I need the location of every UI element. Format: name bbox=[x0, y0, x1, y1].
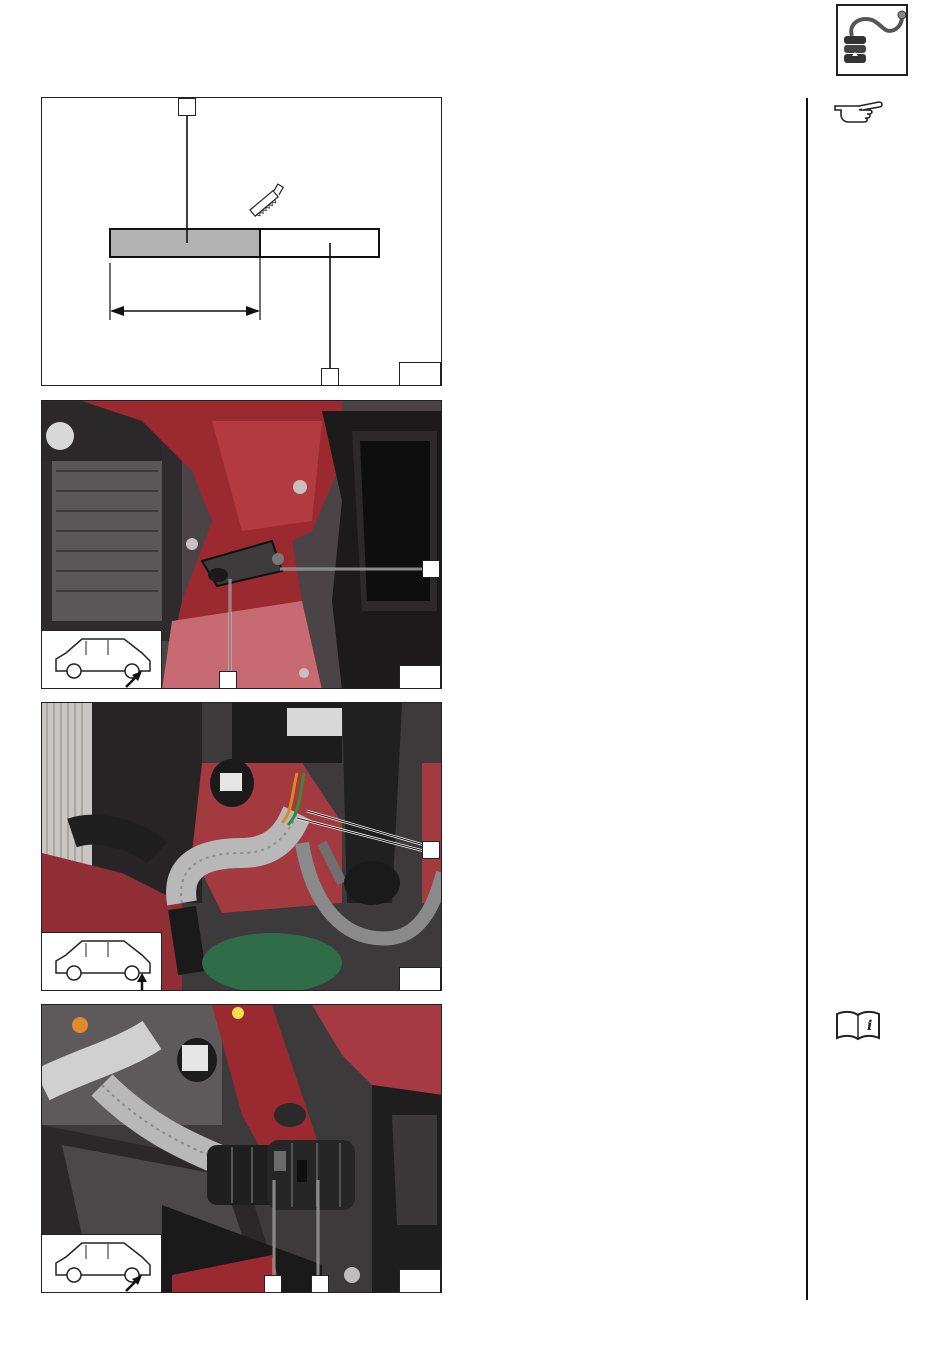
column-divider bbox=[806, 98, 808, 1300]
vehicle-location-inset bbox=[42, 630, 162, 689]
manual-info-book-icon bbox=[834, 1008, 882, 1042]
pointing-hand-icon bbox=[833, 98, 885, 124]
info-icon-letter: i bbox=[867, 1018, 873, 1034]
callout-box-bottom-right bbox=[311, 1275, 329, 1293]
note-icon-wrap bbox=[833, 98, 885, 129]
vehicle-location-inset bbox=[42, 932, 162, 991]
figure-tag bbox=[399, 665, 441, 689]
vehicle-location-inset bbox=[42, 1234, 162, 1293]
callout-box-right bbox=[422, 560, 440, 578]
car-rear-wheel-arrow-icon bbox=[42, 933, 160, 991]
cutting-diagram bbox=[41, 97, 442, 386]
hacksaw-icon bbox=[249, 183, 288, 219]
photo-hose-route bbox=[41, 702, 442, 991]
callout-box-bottom bbox=[219, 671, 237, 689]
callout-box-top bbox=[178, 98, 196, 116]
callout-box-bottom bbox=[321, 368, 339, 386]
car-front-wheel-arrow-icon bbox=[42, 1235, 160, 1293]
figure-tag bbox=[399, 1269, 441, 1293]
figure-tag bbox=[399, 362, 441, 386]
tool-icon-box bbox=[836, 4, 908, 76]
figure-tag bbox=[399, 967, 441, 991]
info-icon-wrap bbox=[834, 1008, 882, 1047]
photo-bracket bbox=[41, 400, 442, 689]
flexible-hose-tool-icon bbox=[838, 6, 906, 74]
car-front-wheel-arrow-icon bbox=[42, 631, 160, 689]
callout-box-right bbox=[422, 841, 440, 859]
callout-box-bottom-left bbox=[264, 1275, 282, 1293]
cutting-diagram-drawing bbox=[42, 98, 442, 386]
photo-hose-connector bbox=[41, 1004, 442, 1293]
